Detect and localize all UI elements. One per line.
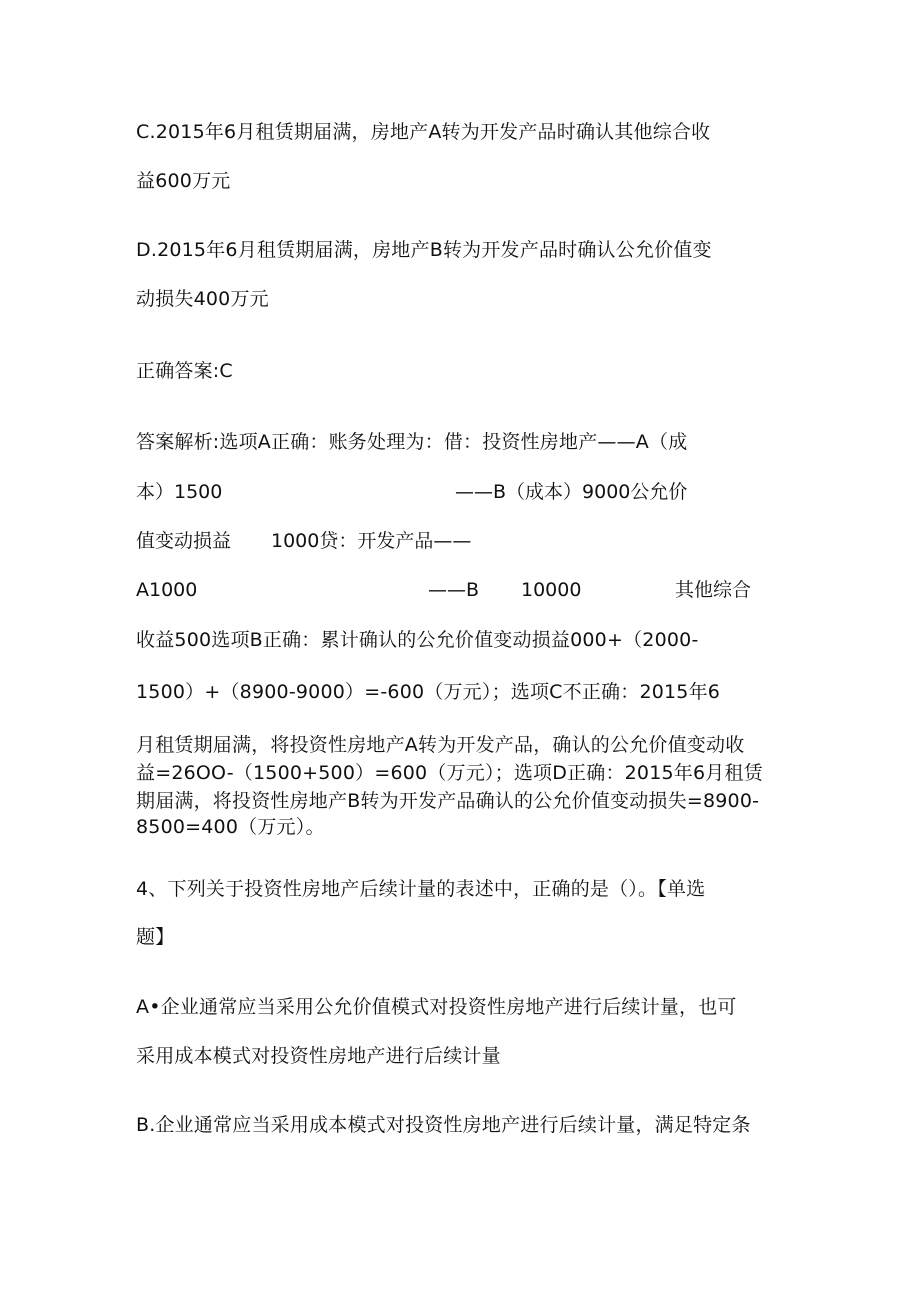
option-4a-line-1: A•企业通常应当采用公允价值模式对投资性房地产进行后续计量，也可 [136, 996, 737, 1018]
analysis-line-1: 答案解析:选项A正确：账务处理为：借：投资性房地产——A（成 [136, 431, 688, 453]
option-d-line-2: 动损失400万元 [136, 288, 269, 310]
correct-answer: 正确答案:C [136, 360, 233, 382]
analysis-line-9: 期届满，将投资性房地产B转为开发产品确认的公允价值变动损失=8900- [136, 790, 760, 812]
analysis-line-4-c: 10000 [521, 579, 582, 601]
option-c-line-2: 益600万元 [136, 170, 231, 192]
analysis-line-2 [0, 480, 920, 504]
analysis-line-3-right: 1000贷：开发产品—— [271, 530, 472, 552]
analysis-line-3 [0, 529, 920, 553]
analysis-line-3-left: 值变动损益 [136, 530, 232, 552]
option-4b-line-1: B.企业通常应当采用成本模式对投资性房地产进行后续计量，满足特定条 [136, 1114, 751, 1136]
analysis-line-6: 1500）+（8900-9000）=-600（万元）；选项C不正确：2015年6 [136, 681, 721, 703]
option-c-line-1: C.2015年6月租赁期届满，房地产A转为开发产品时确认其他综合收 [136, 121, 711, 143]
analysis-line-4 [0, 578, 920, 602]
analysis-line-5: 收益500选项B正确：累计确认的公允价值变动损益000+（2000- [136, 629, 699, 651]
analysis-line-2-right: ——B（成本）9000公允价 [455, 481, 688, 503]
analysis-line-8: 益=26OO-（1500+500）=600（万元）；选项D正确：2015年6月租赁 [136, 762, 763, 784]
analysis-line-10: 8500=400（万元）。 [136, 816, 325, 838]
question-4-line-2: 题】 [136, 926, 175, 948]
analysis-line-2-left: 本）1500 [136, 481, 223, 503]
question-4-line-1: 4、下列关于投资性房地产后续计量的表述中，正确的是（）。【单选 [136, 878, 706, 900]
option-d-line-1: D.2015年6月租赁期届满，房地产B转为开发产品时确认公允价值变 [136, 239, 712, 261]
analysis-line-4-b: ——B [428, 579, 480, 601]
analysis-line-4-d: 其他综合 [675, 579, 752, 601]
analysis-line-4-a: A1000 [136, 579, 198, 601]
analysis-line-7: 月租赁期届满，将投资性房地产A转为开发产品，确认的公允价值变动收 [136, 734, 745, 756]
option-4a-line-2: 采用成本模式对投资性房地产进行后续计量 [136, 1045, 501, 1067]
